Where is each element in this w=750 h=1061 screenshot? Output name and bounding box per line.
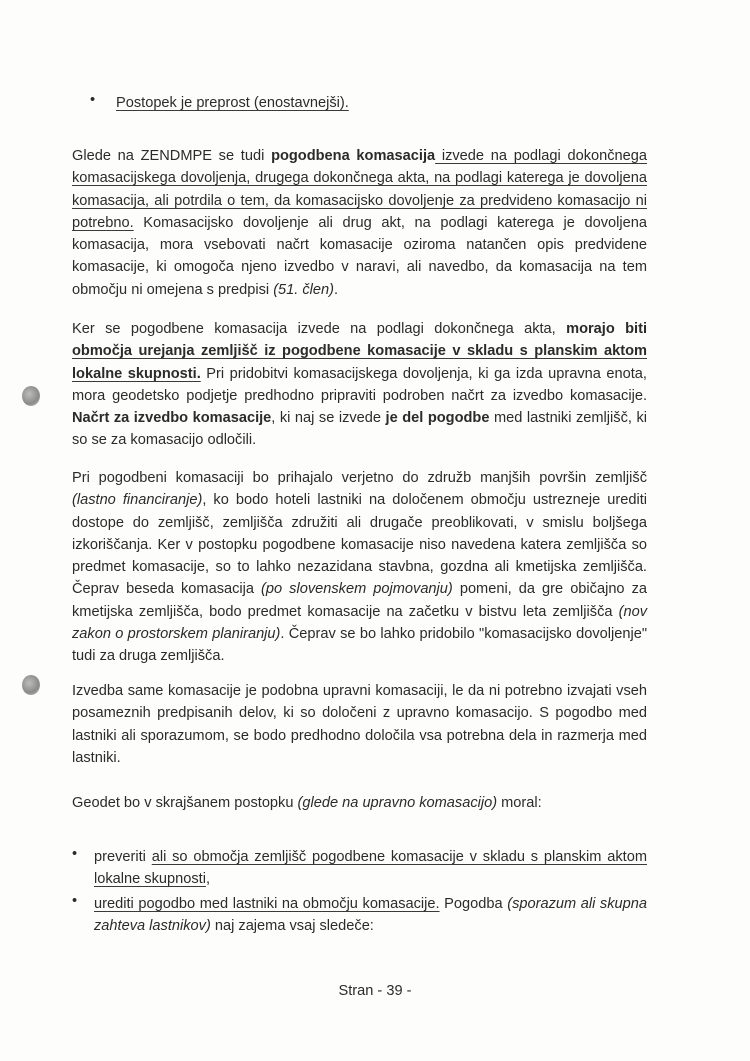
b1-underlined: ali so območja zemljišč pogodbene komasacije v skladu s planskim aktom lokalne skupnosti — [94, 849, 647, 888]
b2-text-b: Pogodba — [439, 896, 508, 912]
p2-bold-underlined: območja urejanja zemljišč iz pogodbene komasacije v skladu s planskim aktom lokalne skupnosti. — [72, 343, 647, 382]
p3-text-e: pomeni, da gre običajno za kmetijska zemljišča, bodo predmet komasacije na začetku v bistvu leta zemljišča — [72, 581, 648, 620]
p2-bold-del-pogodbe: je del pogodbe — [385, 410, 490, 427]
b1-text-a: preveriti — [94, 849, 152, 865]
p3-text-g: . Čeprav se bo lahko pridobilo "komasacijsko dovoljenje" tudi za druga zemljišča. — [72, 626, 648, 665]
punch-hole-upper — [22, 386, 40, 406]
p1-text-d: Komasacijsko dovoljenje ali drug akt, na podlagi katerega je dovoljena komasacija, mora vsebovati načrt komasacije oziroma natančen opis predvidene komasacije, ki omogoča njeno izvedbo v naravi, ali navedbo, da komasacija na tem območju ni omejena s predpisi — [72, 214, 647, 298]
paragraph-pogodbena-komasacija — [72, 467, 647, 668]
p1-underlined-clause: izvede na podlagi dokončnega komasacijskega dovoljenja, drugega dokončnega akta, na podlagi katerega je dovoljena komasacija, ali potrdila o tem, da komasacijsko dovoljenje za predvideno komasacijo ni potrebno. — [72, 148, 648, 231]
p1-text-a: Glede na ZENDMPE se tudi — [72, 148, 272, 164]
p1-bold-term: pogodbena komasacija — [271, 148, 436, 164]
paragraph-izvedba — [72, 680, 647, 769]
bullet-item-intro — [90, 92, 647, 114]
p2-bold-nacrt: Načrt za izvedbo komasacije — [72, 410, 272, 427]
p2-text-d: Pri pridobitvi komasacijskega dovoljenja, ki ga izda upravna enota, mora geodetsko podjetje predhodno pripraviti podroben načrt za izvedbo komasacije. — [72, 365, 647, 404]
p3-text-c: , ko bodo hoteli lastniki na določenem območju ustrezneje urediti dostope do zemljišč, zemljišča združiti ali drugače preoblikovati, v smislu boljšega izkoriščanja. Ker v postopku pogodbene komasacije niso navedena katera zemljišča so predmet komasacije, so to lahko nezazidana stavbna, gozdna ali kmetijska zemljišča. Čeprav beseda komasacija — [72, 492, 647, 598]
p3-italic-zakon: (nov zakon o prostorskem planiranju) — [72, 603, 647, 643]
p2-text-a: Ker se pogodbene komasacija izvede na podlagi dokončnega akta, — [72, 321, 567, 337]
p5-italic: (glede na upravno komasacijo) — [297, 795, 498, 811]
p3-text-a: Pri pogodbeni komasaciji bo prihajalo verjetno do združb manjših površin zemljišč — [72, 470, 647, 486]
bullet-marker: • — [72, 893, 78, 909]
bullet-marker: • — [72, 846, 78, 862]
paragraph-dokoncni-akt — [72, 318, 647, 452]
p1-article-ref: (51. člen) — [273, 281, 335, 298]
bullet-item-preveriti — [72, 846, 647, 891]
p5-text-a: Geodet bo v skrajšanem postopku — [72, 795, 298, 811]
p2-bold-a: morajo biti — [566, 321, 647, 337]
p3-italic-pojmovanje: (po slovenskem pojmovanju) — [261, 581, 453, 598]
page-number: Stran - 39 - — [338, 983, 412, 999]
paragraph-geodet — [72, 792, 647, 814]
p2-text-h: med lastniki zemljišč, ki so se za komasacijo odločili. — [72, 410, 647, 449]
bullet-marker: • — [90, 92, 96, 108]
b1-text-c: , — [205, 871, 211, 888]
b2-underlined: urediti pogodbo med lastniki na območju komasacije. — [94, 896, 440, 912]
punch-hole-lower — [22, 675, 40, 695]
p4-text: Izvedba same komasacije je podobna upravni komasaciji, le da ni potrebno izvajati vseh posameznih predpisanih delov, ki so določeni z upravno komasacijo. S pogodbo med lastniki ali sporazumom, se bodo predhodno določila vsa potrebna dela in razmerja med lastniki. — [72, 683, 647, 766]
paragraph-zendmpe — [72, 145, 647, 301]
p5-text-c: moral: — [497, 795, 542, 811]
b2-text-d: naj zajema vsaj sledeče: — [210, 918, 374, 935]
p3-italic-financiranje: (lastno financiranje) — [72, 492, 203, 509]
intro-bullet-text: Postopek je preprost (enostavnejši). — [116, 95, 349, 111]
p2-text-f: , ki naj se izvede — [271, 410, 386, 427]
p1-text-f: . — [334, 281, 339, 298]
bullet-item-urediti — [72, 893, 647, 938]
b2-italic: (sporazum ali skupna zahteva lastnikov) — [94, 896, 647, 935]
